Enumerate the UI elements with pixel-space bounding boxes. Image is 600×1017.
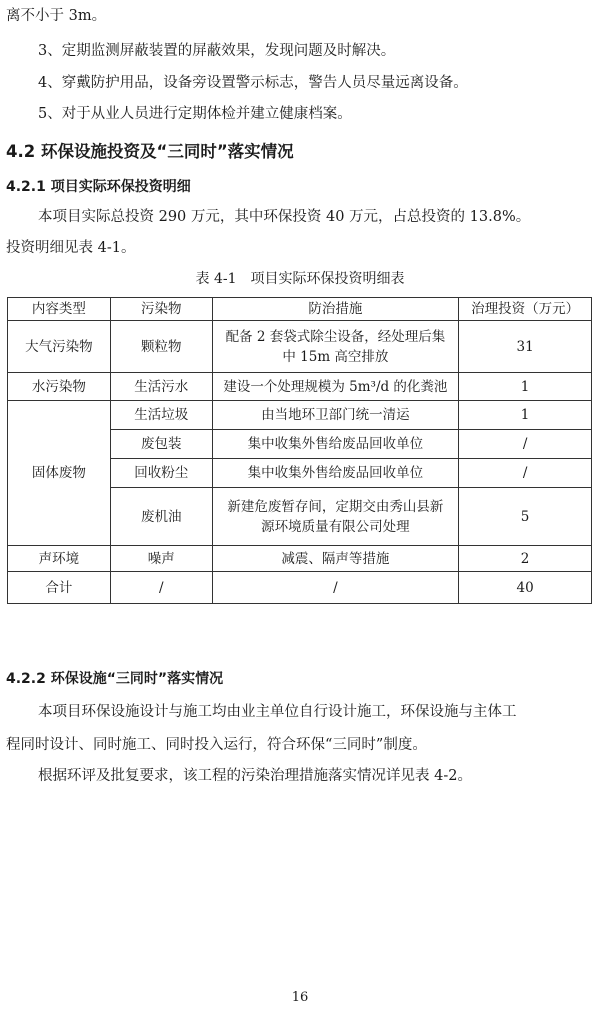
section-heading-4-2-1: 4.2.1 项目实际环保投资明细: [6, 179, 191, 195]
cell-investment: 40: [459, 572, 592, 604]
cell-measure: [212, 321, 459, 373]
intro-line-1: 离不小于 3m。: [6, 8, 107, 24]
three-simultaneous-paragraph-line-1: 本项目环保设施设计与施工均由业主单位自行设计施工，环保设施与主体工: [38, 704, 517, 720]
table-row-total: [8, 572, 592, 604]
cell-investment: 31: [459, 321, 592, 373]
cell-investment: /: [459, 430, 592, 459]
cell-measure: 集中收集外售给废品回收单位: [212, 430, 459, 459]
table-header-row: [8, 298, 592, 321]
cell-pollutant: 废机油: [110, 488, 212, 546]
investment-paragraph-line-1: 本项目实际总投资 290 万元，其中环保投资 40 万元，占总投资的 13.8%。: [38, 209, 531, 225]
table-row: [8, 373, 592, 401]
cell-pollutant: 颗粒物: [110, 321, 212, 373]
cell-measure: 减震、隔声等措施: [212, 546, 459, 572]
cell-investment: /: [459, 459, 592, 488]
page-number: 16: [291, 990, 309, 1005]
header-pollutant: 污染物: [110, 298, 212, 321]
cell-measure: 集中收集外售给废品回收单位: [212, 459, 459, 488]
table-row: [8, 401, 592, 430]
section-heading-4-2-2: 4.2.2 环保设施“三同时”落实情况: [6, 671, 224, 687]
table-row: [8, 546, 592, 572]
cell-pollutant: /: [110, 572, 212, 604]
cell-measure-line-1: 新建危废暂存间，定期交由秀山县新: [227, 498, 444, 515]
reference-paragraph: 根据环评及批复要求，该工程的污染治理措施落实情况详见表 4-2。: [38, 768, 472, 784]
cell-type: 水污染物: [8, 373, 111, 401]
three-simultaneous-paragraph-line-2: 程同时设计、同时施工、同时投入运行，符合环保“三同时”制度。: [6, 737, 427, 753]
cell-pollutant: 回收粉尘: [110, 459, 212, 488]
intro-line-4: 5、对于从业人员进行定期体检并建立健康档案。: [38, 106, 352, 122]
intro-line-2: 3、定期监测屏蔽装置的屏蔽效果，发现问题及时解决。: [38, 43, 396, 59]
cell-measure: 建设一个处理规模为 5m³/d 的化粪池: [212, 373, 459, 401]
cell-investment: 1: [459, 373, 592, 401]
table-row: [8, 321, 592, 373]
cell-investment: 1: [459, 401, 592, 430]
cell-pollutant: 生活污水: [110, 373, 212, 401]
intro-line-3: 4、穿戴防护用品，设备旁设置警示标志，警告人员尽量远离设备。: [38, 75, 468, 91]
cell-pollutant: 生活垃圾: [110, 401, 212, 430]
cell-pollutant: 废包装: [110, 430, 212, 459]
cell-measure: /: [212, 572, 459, 604]
cell-measure-line-1: 配备 2 套袋式除尘设备，经处理后集: [225, 328, 446, 345]
cell-measure: 由当地环卫部门统一清运: [212, 401, 459, 430]
cell-type: 合计: [8, 572, 111, 604]
cell-type: 声环境: [8, 546, 111, 572]
cell-investment: 2: [459, 546, 592, 572]
cell-type: 大气污染物: [8, 321, 111, 373]
cell-measure-line-2: 中 15m 高空排放: [282, 348, 389, 365]
header-measure: 防治措施: [212, 298, 459, 321]
table-caption: 表 4-1 项目实际环保投资明细表: [195, 271, 405, 287]
section-heading-4-2: 4.2 环保设施投资及“三同时”落实情况: [6, 142, 294, 161]
header-content-type: 内容类型: [8, 298, 111, 321]
cell-measure: [212, 488, 459, 546]
header-investment: 治理投资（万元）: [459, 298, 592, 321]
investment-table: [7, 297, 592, 604]
investment-paragraph-line-2: 投资明细见表 4-1。: [6, 240, 136, 256]
cell-measure-line-2: 源环境质量有限公司处理: [261, 518, 410, 535]
cell-pollutant: 噪声: [110, 546, 212, 572]
cell-type: 固体废物: [8, 401, 111, 546]
cell-investment: 5: [459, 488, 592, 546]
